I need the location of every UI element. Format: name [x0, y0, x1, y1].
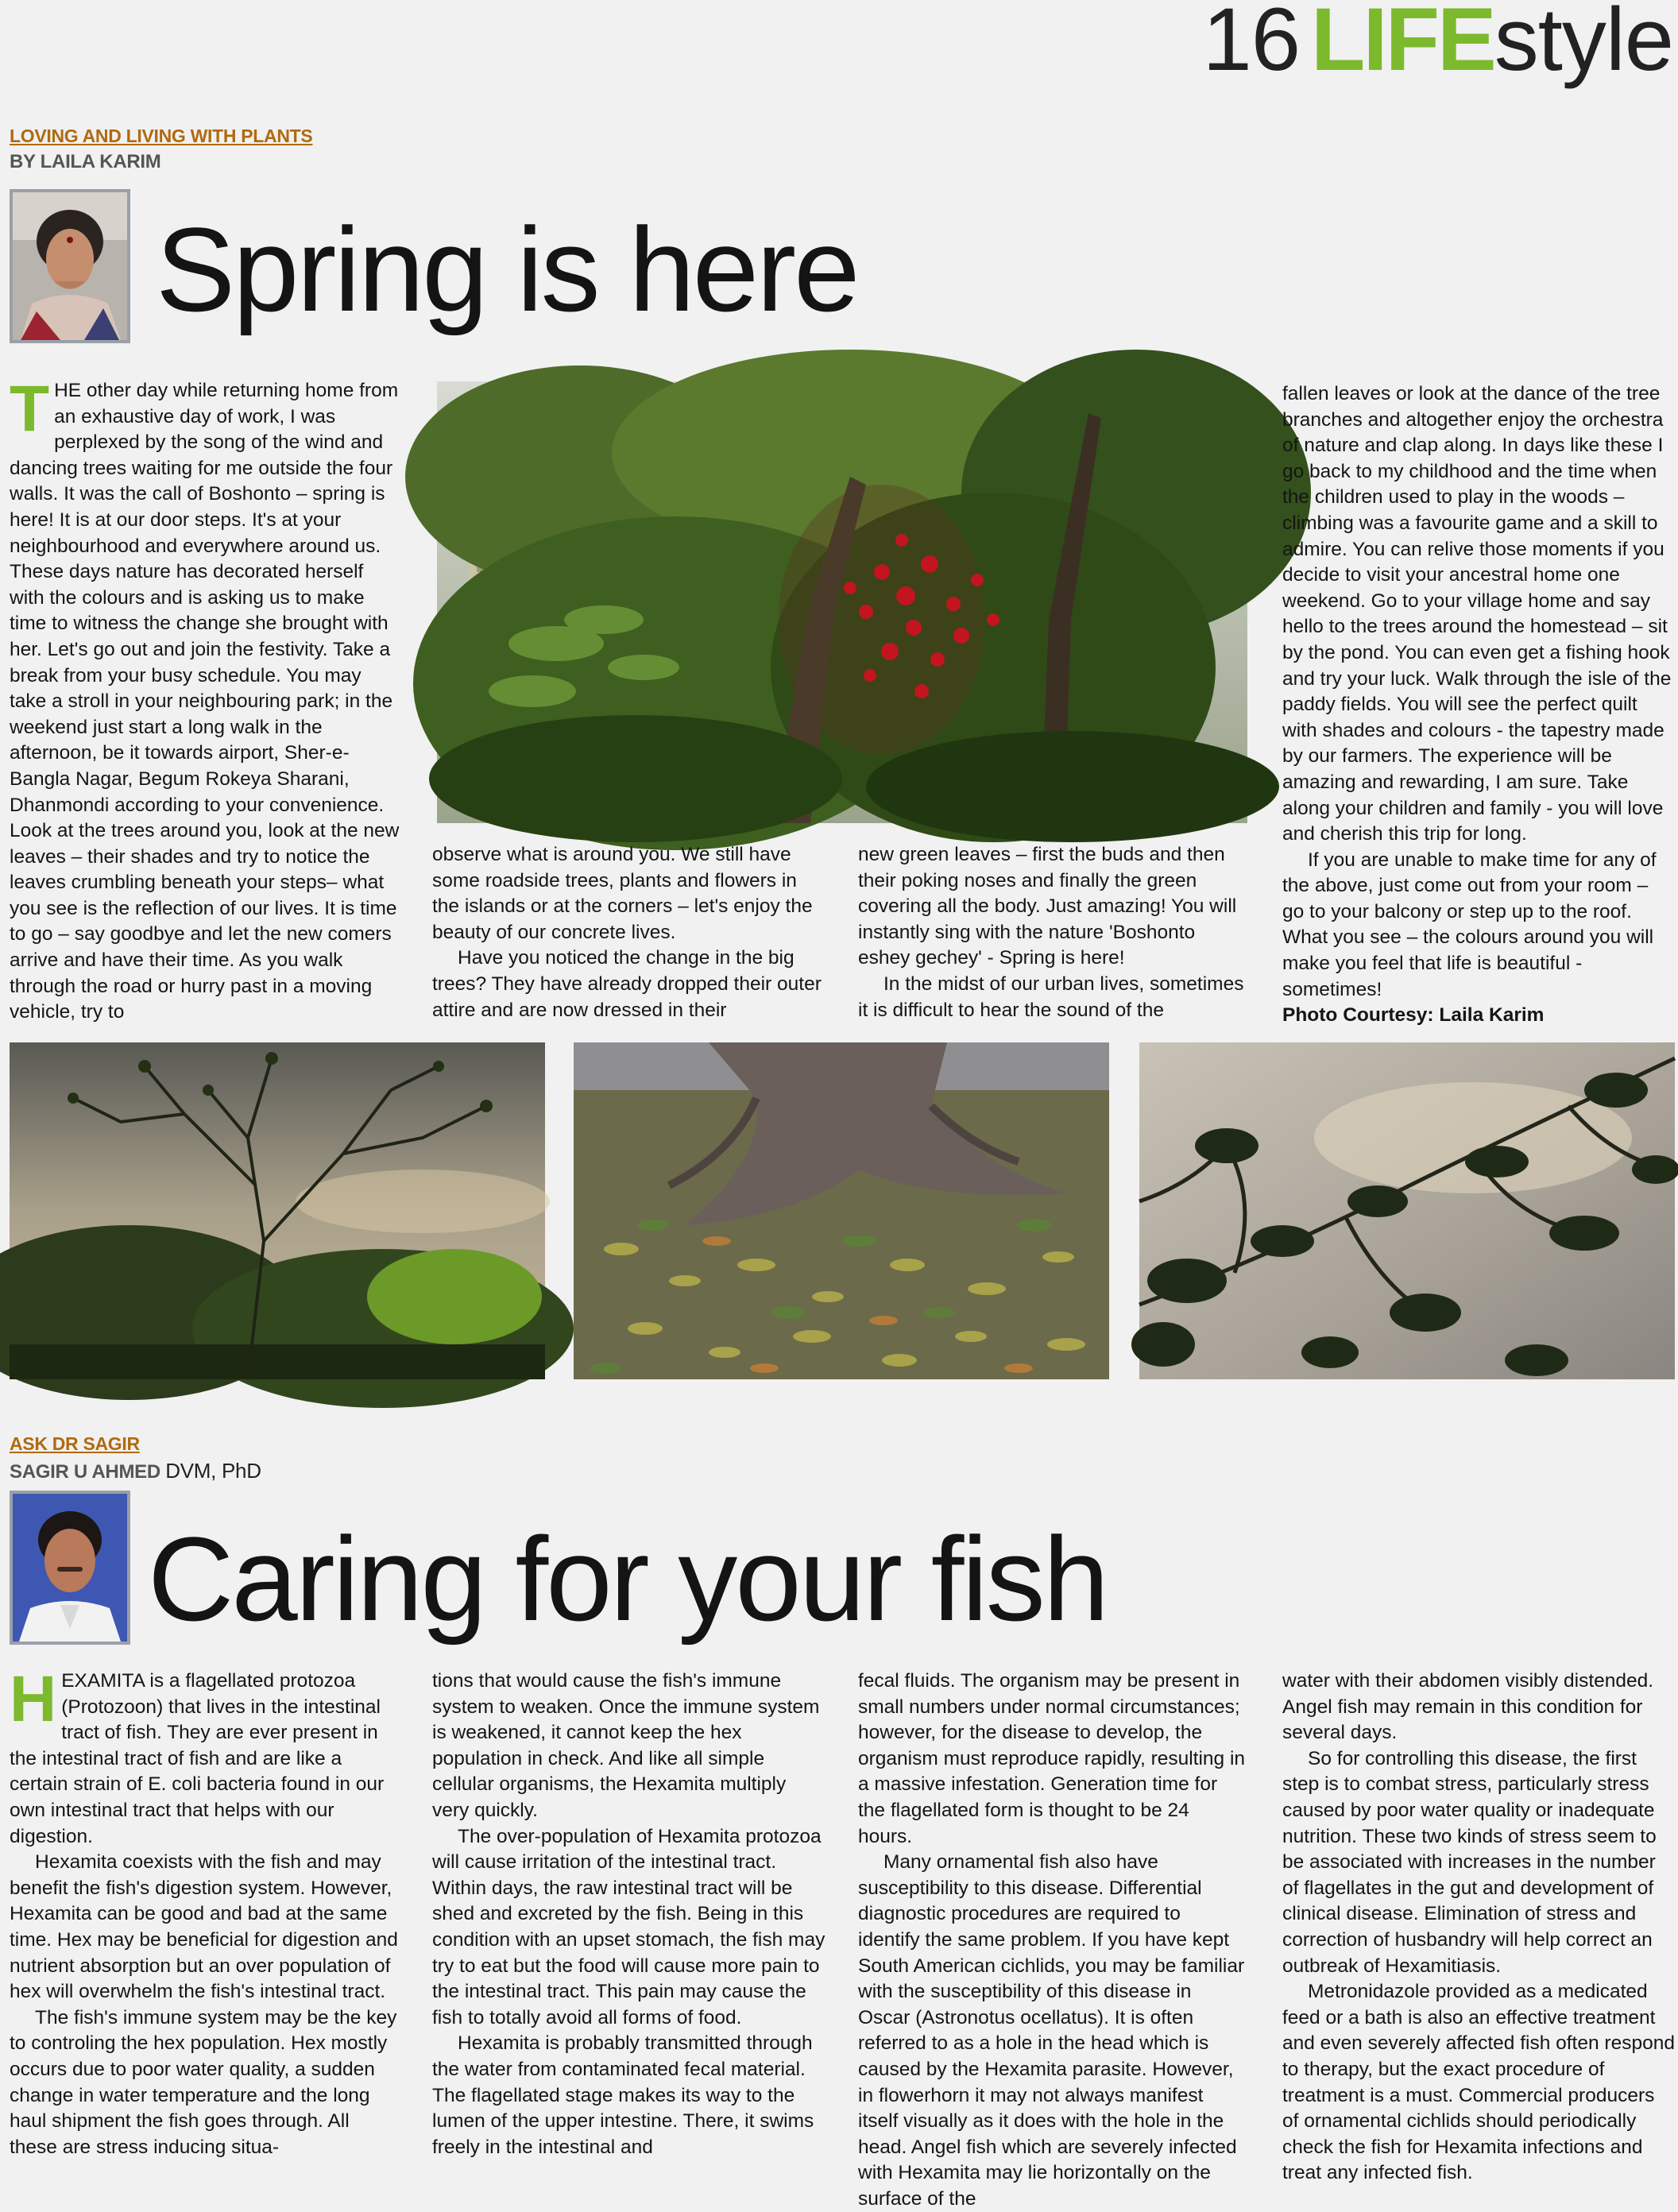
article1-column-2	[432, 842, 828, 1023]
article1-col4-para-2: If you are unable to make time for any of the above, just come out from your room – go to your balcony or step up to the roof. What you see – the colours around you will make you feel that life is beautiful - sometimes!	[1282, 849, 1657, 1000]
article2-col4-para-2: So for controlling this disease, the first step is to combat stress, particularly stress caused by poor water quality or inadequate nutrition. These two kinds of stress seem to be associated with increases in the number of flagellates in the gut and development of clinical disease. Elimination of stress and correction of husbandry will help correct an outbreak of Hexamitiasis.	[1282, 1747, 1657, 1977]
article1-col2-para-2: Have you noticed the change in the big trees? They have already dropped their outer attire and are now dressed in their	[432, 947, 822, 1021]
article1-column-4	[1282, 381, 1675, 1029]
photo-branches-silhouette-sky	[1139, 1042, 1675, 1379]
article2-col2-para-3: Hexamita is probably transmitted through the water from contaminated fecal material. The flagellated stage makes its way to the lumen of the upper intestine. There, it swims freely in the intestinal and	[432, 2032, 814, 2158]
article2-col2-para-2: The over-population of Hexamita protozoa will cause irritation of the intestinal tract. Within days, the raw intestinal tract will be shed and excreted by the fish. Being in this condition with an upset stomach, the fish may try to eat but the food will cause more pain to the intestinal tract. This pain may cause the fish to totally avoid all forms of food.	[432, 1825, 825, 2028]
article1-column-3	[858, 842, 1247, 1023]
article2-byline-name: SAGIR U AHMED	[10, 1461, 160, 1483]
article2-column-1	[10, 1663, 402, 2160]
article1-col3-para-1: new green leaves – first the buds and then their poking noses and finally the green covering all the body. Just amazing! You will instantly sing with the nature 'Boshonto eshey gechey' - Spring is here!	[858, 844, 1237, 969]
article2-dropcap: H	[10, 1663, 57, 1735]
article2-column-2	[432, 1669, 828, 2160]
article2-col3-para-1: fecal fluids. The organism may be present in small numbers under normal circumstances; however, for the disease to develop, the organism must reproduce rapidly, resulting in a massive infestation. Generation time for the flagellated form is thought to be 24 hours.	[858, 1670, 1246, 1847]
article2-col2-para-1: tions that would cause the fish's immune system to weaken. Once the immune system is weakened, it cannot keep the hex population in check. And like all simple cellular organisms, the Hexamita multiply very quickly.	[432, 1670, 820, 1821]
article2-col4-para-3: Metronidazole provided as a medicated feed or a bath is also an effective treatment and even severely affected fish often respond to therapy, but the exact procedure of treatment is a must. Commercial producers of ornamental cichlids should periodically check the fish for Hexamita infections and treat any infected fish.	[1282, 1981, 1675, 2184]
author-photo-sagir	[10, 1491, 130, 1645]
article2-col1-text: EXAMITA is a flagellated protozoa (Protozoon) that lives in the intestinal tract of fish. They are ever present in the intestinal tract of fish and are like a certain strain of E. coli bacteria found in our own intestinal tract that helps with our digestion.	[10, 1670, 385, 1847]
article2-byline	[10, 1459, 261, 1483]
article1-col2-para-1: observe what is around you. We still have some roadside trees, plants and flowers in the islands or at the corners – let's enjoy the beauty of our concrete lives.	[432, 844, 813, 943]
section-life: LIFE	[1311, 0, 1494, 89]
article2-column-3	[858, 1669, 1247, 2212]
article2-col4-para-1: water with their abdomen visibly distended. Angel fish may remain in this condition for several days.	[1282, 1670, 1654, 1744]
article2-byline-quals: DVM, PhD	[165, 1459, 261, 1483]
article1-headline: Spring is here	[156, 203, 858, 336]
photo-tree-branches-sky	[10, 1042, 545, 1379]
article2-col1-para-3: The fish's immune system may be the key to controling the hex population. Hex mostly occurs due to poor water quality, a sudden change in water temperature and the long haul shipment the fish goes through. All these are stress inducing situa-	[10, 2006, 397, 2158]
article1-col3-para-2: In the midst of our urban lives, sometimes it is difficult to hear the sound of the	[858, 973, 1244, 1021]
article2-col3-para-2: Many ornamental fish also have susceptibility to this disease. Differential diagnostic procedures are required to identify the same problem. If you have kept South American cichlids, you may be familiar with the susceptibility of this disease in Oscar (Astronotus ocellatus). It is often referred to as a hole in the head which is caused by the Hexamita parasite. However, in flowerhorn it may not always manifest itself visually as it does with the hole in the head. Angel fish which are severely infected with Hexamita may lie horizontally on the surface of the	[858, 1851, 1245, 2210]
page-masthead	[1202, 0, 1673, 89]
author-photo-laila	[10, 189, 130, 343]
article1-col4-para-1: fallen leaves or look at the dance of the tree branches and altogether enjoy the orchestra of nature and clap along. In days like these I go back to my childhood and the time when the children used to play in the woods – climbing was a favourite game and a skill to admire. You can relive those moments if you decide to visit your ancestral home one weekend. Go to your village home and say hello to the trees around the homestead – sit by the pond. You can even get a fishing hook and try your luck. Walk through the isle of the paddy fields. You will see the perfect quilt with shades and colours - the tapestry made by our farmers. The experience will be amazing and rewarding, I am sure. Take along your children and family - you will love and cherish this trip for long.	[1282, 383, 1672, 845]
article1-col1-text: HE other day while returning home from an exhaustive day of work, I was perplexed by the song of the wind and dancing trees waiting for me outside the four walls. It was the call of Boshonto – spring is here! It is at our door steps. It's at your neighbourhood and everywhere around us. These days nature has decorated herself with the colours and is asking us to make time to witness the change she brought with her. Let's go out and join the festivity. Take a break from your busy schedule. You may take a stroll in your neighbouring park; in the weekend just start a long walk in the afternoon, be it towards airport, Sher-e-Bangla Nagar, Begum Rokeya Sharani, Dhanmondi according to your convenience. Look at the trees around you, look at the new leaves – their shades and try to notice the leaves crumbling beneath your steps– what you see is the reflection of our lives. It is time to go – say goodbye and let the new comers arrive and have their time. As you walk through the road or hurry past in a moving vehicle, try to	[10, 380, 400, 1023]
photo-credit: Photo Courtesy: Laila Karim	[1282, 1004, 1545, 1027]
article1-kicker: LOVING AND LIVING WITH PLANTS	[10, 126, 313, 146]
article1-column-1	[10, 373, 402, 1026]
section-style: style	[1494, 0, 1673, 89]
article1-byline: BY LAILA KARIM	[10, 151, 161, 172]
article2-column-4	[1282, 1669, 1675, 2187]
photo-tree-trunk-fallen-leaves	[574, 1042, 1109, 1379]
article1-dropcap: T	[10, 373, 50, 445]
article2-headline: Caring for your fish	[148, 1512, 1108, 1645]
main-photo-trees-red-flowers	[437, 381, 1247, 823]
article2-kicker: ASK DR SAGIR	[10, 1433, 140, 1454]
page-number: 16	[1202, 0, 1301, 89]
article2-col1-para-2: Hexamita coexists with the fish and may benefit the fish's digestion system. However, Hexamita can be good and bad at the same time. Hex may be beneficial for digestion and nutrient absorption but an over population of hex will overwhelm the fish's intestinal tract.	[10, 1851, 398, 2003]
